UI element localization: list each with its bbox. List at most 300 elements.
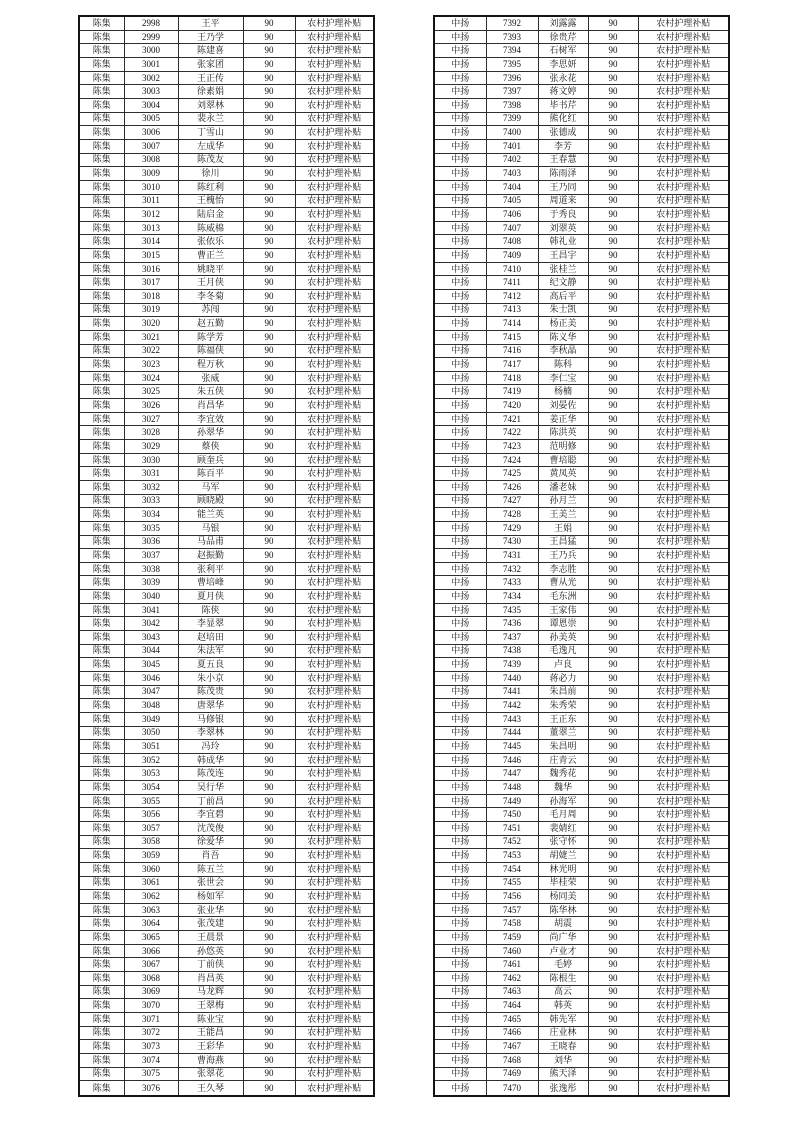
subsidy-cell: 农村护理补贴 — [295, 358, 374, 372]
region-cell: 中扬 — [434, 303, 486, 317]
name-cell: 杨正美 — [538, 317, 588, 331]
subsidy-cell: 农村护理补贴 — [638, 344, 729, 358]
amount-cell: 90 — [588, 972, 638, 986]
amount-cell: 90 — [588, 944, 638, 958]
subsidy-cell: 农村护理补贴 — [295, 385, 374, 399]
region-cell: 陈集 — [79, 208, 124, 222]
name-cell: 徐爱华 — [178, 835, 243, 849]
table-row — [79, 931, 374, 945]
name-cell: 张茂建 — [178, 917, 243, 931]
table-row — [434, 480, 729, 494]
id-cell: 3049 — [124, 712, 178, 726]
region-cell: 中扬 — [434, 412, 486, 426]
amount-cell: 90 — [243, 344, 295, 358]
table-row — [79, 999, 374, 1013]
subsidy-cell: 农村护理补贴 — [638, 644, 729, 658]
amount-cell: 90 — [588, 194, 638, 208]
region-cell: 陈集 — [79, 371, 124, 385]
name-cell: 左成华 — [178, 139, 243, 153]
subsidy-cell: 农村护理补贴 — [295, 344, 374, 358]
amount-cell: 90 — [243, 85, 295, 99]
amount-cell: 90 — [243, 1026, 295, 1040]
name-cell: 曹培聪 — [538, 453, 588, 467]
amount-cell: 90 — [588, 317, 638, 331]
id-cell: 3001 — [124, 58, 178, 72]
amount-cell: 90 — [243, 562, 295, 576]
amount-cell: 90 — [588, 712, 638, 726]
name-cell: 刘晏佐 — [538, 399, 588, 413]
name-cell: 孙悠英 — [178, 944, 243, 958]
subsidy-cell: 农村护理补贴 — [638, 699, 729, 713]
id-cell: 7451 — [486, 821, 538, 835]
name-cell: 王槐怡 — [178, 194, 243, 208]
region-cell: 陈集 — [79, 440, 124, 454]
region-cell: 中扬 — [434, 535, 486, 549]
table-row — [79, 85, 374, 99]
subsidy-cell: 农村护理补贴 — [638, 358, 729, 372]
name-cell: 曹海燕 — [178, 1053, 243, 1067]
id-cell: 7415 — [486, 330, 538, 344]
subsidy-cell: 农村护理补贴 — [638, 399, 729, 413]
region-cell: 中扬 — [434, 603, 486, 617]
table-row — [79, 685, 374, 699]
amount-cell: 90 — [243, 781, 295, 795]
name-cell: 王翠梅 — [178, 999, 243, 1013]
region-cell: 中扬 — [434, 890, 486, 904]
table-row — [434, 467, 729, 481]
subsidy-cell: 农村护理补贴 — [638, 330, 729, 344]
amount-cell: 90 — [588, 835, 638, 849]
amount-cell: 90 — [588, 303, 638, 317]
amount-cell: 90 — [588, 330, 638, 344]
amount-cell: 90 — [588, 958, 638, 972]
subsidy-cell: 农村护理补贴 — [295, 1012, 374, 1026]
amount-cell: 90 — [243, 71, 295, 85]
id-cell: 3021 — [124, 330, 178, 344]
amount-cell: 90 — [588, 262, 638, 276]
id-cell: 7417 — [486, 358, 538, 372]
subsidy-cell: 农村护理补贴 — [638, 1026, 729, 1040]
subsidy-cell: 农村护理补贴 — [295, 821, 374, 835]
name-cell: 王乃兵 — [538, 549, 588, 563]
amount-cell: 90 — [243, 467, 295, 481]
name-cell: 王春慧 — [538, 153, 588, 167]
name-cell: 王乃学 — [178, 30, 243, 44]
subsidy-cell: 农村护理补贴 — [295, 153, 374, 167]
amount-cell: 90 — [243, 508, 295, 522]
amount-cell: 90 — [588, 44, 638, 58]
subsidy-cell: 农村护理补贴 — [295, 290, 374, 304]
id-cell: 7426 — [486, 480, 538, 494]
region-cell: 陈集 — [79, 344, 124, 358]
amount-cell: 90 — [243, 685, 295, 699]
region-cell: 中扬 — [434, 153, 486, 167]
table-row — [79, 426, 374, 440]
table-row — [79, 440, 374, 454]
region-cell: 陈集 — [79, 112, 124, 126]
name-cell: 毕桂荣 — [538, 876, 588, 890]
amount-cell: 90 — [588, 726, 638, 740]
subsidy-cell: 农村护理补贴 — [295, 781, 374, 795]
subsidy-table-left — [78, 15, 375, 1097]
name-cell: 尚广华 — [538, 931, 588, 945]
subsidy-cell: 农村护理补贴 — [295, 221, 374, 235]
id-cell: 3019 — [124, 303, 178, 317]
table-row — [79, 221, 374, 235]
table-row — [79, 1026, 374, 1040]
table-row — [79, 44, 374, 58]
subsidy-cell: 农村护理补贴 — [295, 699, 374, 713]
table-row — [79, 862, 374, 876]
name-cell: 曹培峰 — [178, 576, 243, 590]
name-cell: 高云 — [538, 985, 588, 999]
name-cell: 程万秋 — [178, 358, 243, 372]
region-cell: 陈集 — [79, 631, 124, 645]
name-cell: 陈茂贵 — [178, 685, 243, 699]
amount-cell: 90 — [588, 931, 638, 945]
name-cell: 石树军 — [538, 44, 588, 58]
table-row — [79, 153, 374, 167]
subsidy-cell: 农村护理补贴 — [638, 1067, 729, 1081]
region-cell: 中扬 — [434, 631, 486, 645]
id-cell: 3027 — [124, 412, 178, 426]
id-cell: 3018 — [124, 290, 178, 304]
table-row — [79, 1081, 374, 1096]
name-cell: 李显翠 — [178, 617, 243, 631]
id-cell: 7460 — [486, 944, 538, 958]
region-cell: 陈集 — [79, 30, 124, 44]
amount-cell: 90 — [243, 631, 295, 645]
region-cell: 中扬 — [434, 399, 486, 413]
id-cell: 7428 — [486, 508, 538, 522]
id-cell: 3038 — [124, 562, 178, 576]
id-cell: 7400 — [486, 126, 538, 140]
name-cell: 毛逸凡 — [538, 644, 588, 658]
region-cell: 陈集 — [79, 521, 124, 535]
region-cell: 陈集 — [79, 99, 124, 113]
subsidy-cell: 农村护理补贴 — [295, 440, 374, 454]
amount-cell: 90 — [243, 821, 295, 835]
region-cell: 陈集 — [79, 917, 124, 931]
subsidy-cell: 农村护理补贴 — [295, 453, 374, 467]
region-cell: 中扬 — [434, 835, 486, 849]
id-cell: 7436 — [486, 617, 538, 631]
subsidy-cell: 农村护理补贴 — [638, 85, 729, 99]
region-cell: 陈集 — [79, 303, 124, 317]
id-cell: 3045 — [124, 658, 178, 672]
subsidy-cell: 农村护理补贴 — [638, 617, 729, 631]
table-row — [79, 453, 374, 467]
region-cell: 陈集 — [79, 153, 124, 167]
table-row — [79, 71, 374, 85]
table-row — [79, 508, 374, 522]
region-cell: 中扬 — [434, 194, 486, 208]
region-cell: 中扬 — [434, 290, 486, 304]
subsidy-cell: 农村护理补贴 — [638, 753, 729, 767]
id-cell: 3020 — [124, 317, 178, 331]
region-cell: 中扬 — [434, 985, 486, 999]
id-cell: 7446 — [486, 753, 538, 767]
subsidy-cell: 农村护理补贴 — [638, 903, 729, 917]
subsidy-cell: 农村护理补贴 — [638, 631, 729, 645]
table-row — [79, 262, 374, 276]
name-cell: 孙美英 — [538, 631, 588, 645]
subsidy-cell: 农村护理补贴 — [295, 194, 374, 208]
subsidy-cell: 农村护理补贴 — [638, 890, 729, 904]
amount-cell: 90 — [243, 180, 295, 194]
subsidy-cell: 农村护理补贴 — [295, 944, 374, 958]
table-row — [434, 276, 729, 290]
subsidy-cell: 农村护理补贴 — [295, 58, 374, 72]
id-cell: 7467 — [486, 1040, 538, 1054]
table-row — [434, 944, 729, 958]
amount-cell: 90 — [588, 562, 638, 576]
subsidy-cell: 农村护理补贴 — [638, 16, 729, 30]
name-cell: 朱昌前 — [538, 685, 588, 699]
subsidy-cell: 农村护理补贴 — [638, 153, 729, 167]
name-cell: 李翠林 — [178, 726, 243, 740]
subsidy-cell: 农村护理补贴 — [295, 262, 374, 276]
name-cell: 肖昌华 — [178, 399, 243, 413]
name-cell: 张德成 — [538, 126, 588, 140]
id-cell: 7432 — [486, 562, 538, 576]
subsidy-cell: 农村护理补贴 — [638, 521, 729, 535]
region-cell: 陈集 — [79, 16, 124, 30]
subsidy-cell: 农村护理补贴 — [638, 44, 729, 58]
subsidy-cell: 农村护理补贴 — [638, 58, 729, 72]
id-cell: 3054 — [124, 781, 178, 795]
subsidy-cell: 农村护理补贴 — [295, 931, 374, 945]
amount-cell: 90 — [588, 740, 638, 754]
table-row — [434, 521, 729, 535]
id-cell: 7445 — [486, 740, 538, 754]
subsidy-cell: 农村护理补贴 — [295, 590, 374, 604]
amount-cell: 90 — [588, 494, 638, 508]
name-cell: 陈侠 — [178, 603, 243, 617]
name-cell: 李思妍 — [538, 58, 588, 72]
amount-cell: 90 — [243, 235, 295, 249]
region-cell: 中扬 — [434, 671, 486, 685]
amount-cell: 90 — [243, 58, 295, 72]
region-cell: 陈集 — [79, 644, 124, 658]
region-cell: 陈集 — [79, 576, 124, 590]
amount-cell: 90 — [588, 631, 638, 645]
table-row — [79, 699, 374, 713]
id-cell: 3060 — [124, 862, 178, 876]
name-cell: 李冬菊 — [178, 290, 243, 304]
amount-cell: 90 — [588, 903, 638, 917]
id-cell: 7394 — [486, 44, 538, 58]
region-cell: 陈集 — [79, 235, 124, 249]
subsidy-cell: 农村护理补贴 — [295, 740, 374, 754]
amount-cell: 90 — [588, 549, 638, 563]
table-row — [434, 344, 729, 358]
subsidy-cell: 农村护理补贴 — [295, 235, 374, 249]
amount-cell: 90 — [588, 453, 638, 467]
amount-cell: 90 — [243, 549, 295, 563]
amount-cell: 90 — [243, 153, 295, 167]
id-cell: 7439 — [486, 658, 538, 672]
id-cell: 3016 — [124, 262, 178, 276]
subsidy-cell: 农村护理补贴 — [638, 685, 729, 699]
amount-cell: 90 — [243, 1067, 295, 1081]
name-cell: 徐素娟 — [178, 85, 243, 99]
amount-cell: 90 — [243, 576, 295, 590]
amount-cell: 90 — [588, 71, 638, 85]
subsidy-cell: 农村护理补贴 — [638, 467, 729, 481]
name-cell: 熊天泽 — [538, 1067, 588, 1081]
id-cell: 3009 — [124, 167, 178, 181]
region-cell: 陈集 — [79, 58, 124, 72]
region-cell: 中扬 — [434, 440, 486, 454]
region-cell: 陈集 — [79, 494, 124, 508]
table-row — [79, 903, 374, 917]
id-cell: 7464 — [486, 999, 538, 1013]
amount-cell: 90 — [588, 85, 638, 99]
id-cell: 3063 — [124, 903, 178, 917]
name-cell: 庄业林 — [538, 1026, 588, 1040]
amount-cell: 90 — [243, 480, 295, 494]
subsidy-cell: 农村护理补贴 — [295, 139, 374, 153]
region-cell: 陈集 — [79, 249, 124, 263]
name-cell: 张业华 — [178, 903, 243, 917]
id-cell: 3074 — [124, 1053, 178, 1067]
region-cell: 陈集 — [79, 835, 124, 849]
subsidy-cell: 农村护理补贴 — [638, 603, 729, 617]
id-cell: 3011 — [124, 194, 178, 208]
id-cell: 3024 — [124, 371, 178, 385]
id-cell: 7423 — [486, 440, 538, 454]
subsidy-cell: 农村护理补贴 — [295, 617, 374, 631]
name-cell: 曹正兰 — [178, 249, 243, 263]
subsidy-cell: 农村护理补贴 — [295, 808, 374, 822]
region-cell: 中扬 — [434, 944, 486, 958]
subsidy-cell: 农村护理补贴 — [638, 249, 729, 263]
name-cell: 肖吾 — [178, 849, 243, 863]
name-cell: 陈洪英 — [538, 426, 588, 440]
name-cell: 曹从光 — [538, 576, 588, 590]
name-cell: 张守怀 — [538, 835, 588, 849]
name-cell: 陈茂连 — [178, 767, 243, 781]
table-row — [79, 344, 374, 358]
id-cell: 7443 — [486, 712, 538, 726]
id-cell: 7399 — [486, 112, 538, 126]
id-cell: 3000 — [124, 44, 178, 58]
subsidy-cell: 农村护理补贴 — [295, 903, 374, 917]
subsidy-cell: 农村护理补贴 — [295, 876, 374, 890]
id-cell: 7470 — [486, 1081, 538, 1096]
region-cell: 中扬 — [434, 58, 486, 72]
subsidy-cell: 农村护理补贴 — [638, 453, 729, 467]
table-row — [79, 549, 374, 563]
table-row — [434, 58, 729, 72]
amount-cell: 90 — [243, 276, 295, 290]
name-cell: 王正东 — [538, 712, 588, 726]
name-cell: 张逸彤 — [538, 1081, 588, 1096]
subsidy-cell: 农村护理补贴 — [295, 276, 374, 290]
name-cell: 董翠兰 — [538, 726, 588, 740]
name-cell: 周道来 — [538, 194, 588, 208]
name-cell: 毛东洲 — [538, 590, 588, 604]
id-cell: 7412 — [486, 290, 538, 304]
id-cell: 3030 — [124, 453, 178, 467]
table-row — [434, 30, 729, 44]
region-cell: 陈集 — [79, 480, 124, 494]
region-cell: 陈集 — [79, 139, 124, 153]
table-row — [79, 330, 374, 344]
amount-cell: 90 — [588, 508, 638, 522]
table-row — [79, 671, 374, 685]
subsidy-cell: 农村护理补贴 — [295, 1026, 374, 1040]
table-row — [434, 644, 729, 658]
name-cell: 黄凤英 — [538, 467, 588, 481]
subsidy-cell: 农村护理补贴 — [295, 549, 374, 563]
id-cell: 7455 — [486, 876, 538, 890]
region-cell: 中扬 — [434, 30, 486, 44]
id-cell: 2999 — [124, 30, 178, 44]
subsidy-cell: 农村护理补贴 — [295, 180, 374, 194]
region-cell: 陈集 — [79, 740, 124, 754]
name-cell: 肖昌英 — [178, 972, 243, 986]
subsidy-cell: 农村护理补贴 — [295, 644, 374, 658]
subsidy-cell: 农村护理补贴 — [295, 508, 374, 522]
name-cell: 李志胜 — [538, 562, 588, 576]
subsidy-cell: 农村护理补贴 — [638, 112, 729, 126]
region-cell: 中扬 — [434, 808, 486, 822]
table-row — [434, 385, 729, 399]
amount-cell: 90 — [588, 126, 638, 140]
region-cell: 中扬 — [434, 781, 486, 795]
amount-cell: 90 — [588, 385, 638, 399]
region-cell: 陈集 — [79, 1067, 124, 1081]
table-row — [79, 849, 374, 863]
subsidy-cell: 农村护理补贴 — [638, 944, 729, 958]
id-cell: 7461 — [486, 958, 538, 972]
id-cell: 3015 — [124, 249, 178, 263]
region-cell: 中扬 — [434, 112, 486, 126]
region-cell: 中扬 — [434, 276, 486, 290]
amount-cell: 90 — [588, 849, 638, 863]
name-cell: 韩英 — [538, 999, 588, 1013]
name-cell: 熊化红 — [538, 112, 588, 126]
table-row — [434, 440, 729, 454]
table-row — [79, 617, 374, 631]
amount-cell: 90 — [588, 794, 638, 808]
subsidy-cell: 农村护理补贴 — [295, 631, 374, 645]
name-cell: 卢业才 — [538, 944, 588, 958]
table-row — [79, 385, 374, 399]
id-cell: 7450 — [486, 808, 538, 822]
name-cell: 朱秀荣 — [538, 699, 588, 713]
subsidy-cell: 农村护理补贴 — [638, 71, 729, 85]
amount-cell: 90 — [588, 535, 638, 549]
table-row — [79, 180, 374, 194]
subsidy-cell: 农村护理补贴 — [295, 849, 374, 863]
table-row — [434, 221, 729, 235]
region-cell: 中扬 — [434, 685, 486, 699]
name-cell: 刘华 — [538, 1053, 588, 1067]
subsidy-cell: 农村护理补贴 — [295, 317, 374, 331]
subsidy-cell: 农村护理补贴 — [295, 958, 374, 972]
name-cell: 刘翠英 — [538, 221, 588, 235]
subsidy-cell: 农村护理补贴 — [295, 1053, 374, 1067]
amount-cell: 90 — [243, 808, 295, 822]
subsidy-cell: 农村护理补贴 — [295, 972, 374, 986]
table-row — [79, 576, 374, 590]
amount-cell: 90 — [243, 330, 295, 344]
subsidy-cell: 农村护理补贴 — [295, 85, 374, 99]
region-cell: 中扬 — [434, 821, 486, 835]
